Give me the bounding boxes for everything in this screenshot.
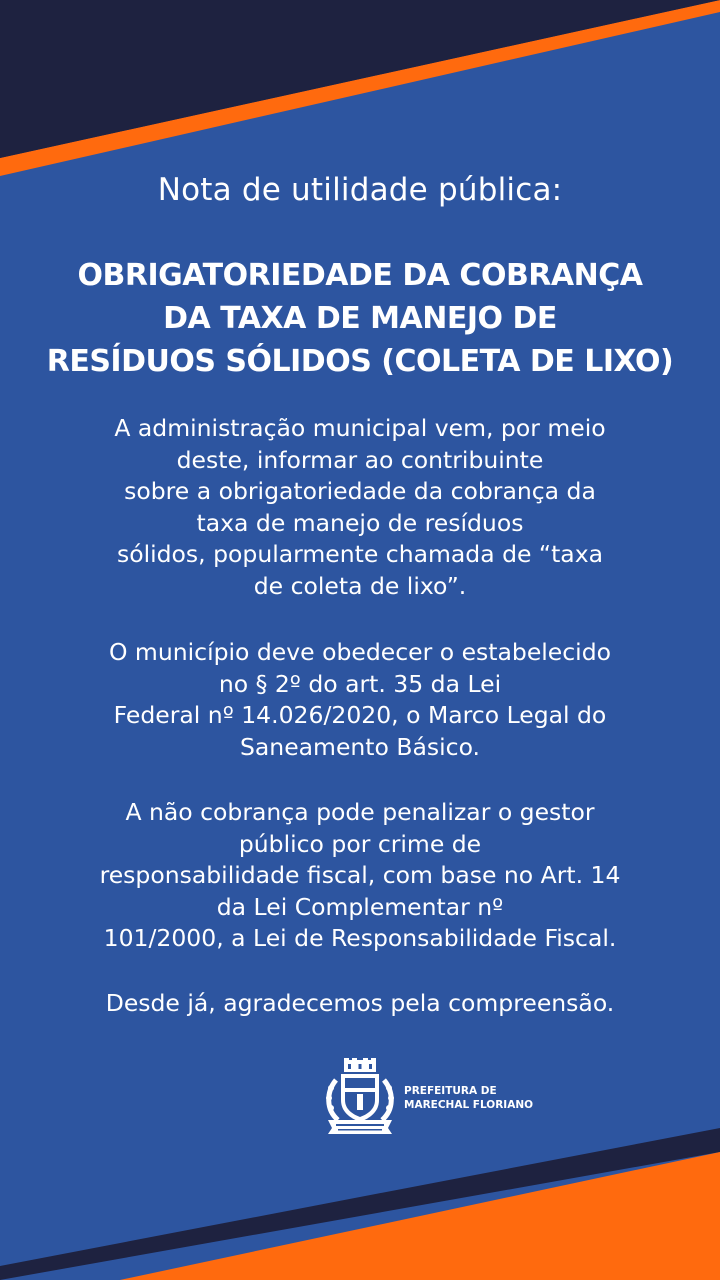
paragraph-penalty — [0, 797, 720, 955]
paragraph-closing — [0, 988, 720, 1020]
paragraph-intro — [0, 413, 720, 602]
org-name-line: PREFEITURA DE — [404, 1085, 497, 1097]
paragraph-law — [0, 637, 720, 763]
paragraph-line: da Lei Complementar nº — [216, 892, 504, 921]
paragraph-line: A administração municipal vem, por meio — [114, 414, 606, 442]
paragraph-line: público por crime de — [238, 829, 482, 858]
top-navy-corner — [0, 0, 720, 158]
paragraph-line: Saneamento Básico. — [239, 732, 481, 761]
org-name-line: MARECHAL FLORIANO — [404, 1099, 534, 1111]
headline-line: DA TAXA DE MANEJO DE — [163, 301, 557, 336]
headline-line: OBRIGATORIEDADE DA COBRANÇA — [77, 258, 643, 293]
paragraph-line: taxa de manejo de resíduos — [196, 508, 524, 537]
notice-subtitle: Nota de utilidade pública: — [157, 172, 563, 208]
paragraph-line: O município deve obedecer o estabelecido — [108, 638, 612, 666]
notice-headline — [0, 254, 720, 383]
paragraph-line: no § 2º do art. 35 da Lei — [218, 669, 502, 698]
org-name — [404, 1084, 533, 1112]
closing-line: Desde já, agradecemos pela compreensão. — [105, 989, 615, 1017]
paragraph-line: Federal nº 14.026/2020, o Marco Legal do — [113, 701, 607, 729]
municipal-seal-icon — [322, 1058, 398, 1136]
bottom-orange-band — [120, 1152, 720, 1280]
paragraph-line: responsabilidade fiscal, com base no Art. 14 — [99, 861, 621, 889]
paragraph-line: sobre a obrigatoriedade da cobrança da — [124, 477, 596, 505]
paragraph-line: de coleta de lixo”. — [253, 571, 467, 600]
paragraph-line: sólidos, popularmente chamada de “taxa — [116, 540, 604, 568]
headline-line: RESÍDUOS SÓLIDOS (COLETA DE LIXO) — [46, 344, 674, 379]
paragraph-line: deste, informar ao contribuinte — [176, 445, 544, 474]
paragraph-line: 101/2000, a Lei de Responsabilidade Fiscal. — [103, 924, 617, 952]
paragraph-line: A não cobrança pode penalizar o gestor — [125, 798, 595, 826]
